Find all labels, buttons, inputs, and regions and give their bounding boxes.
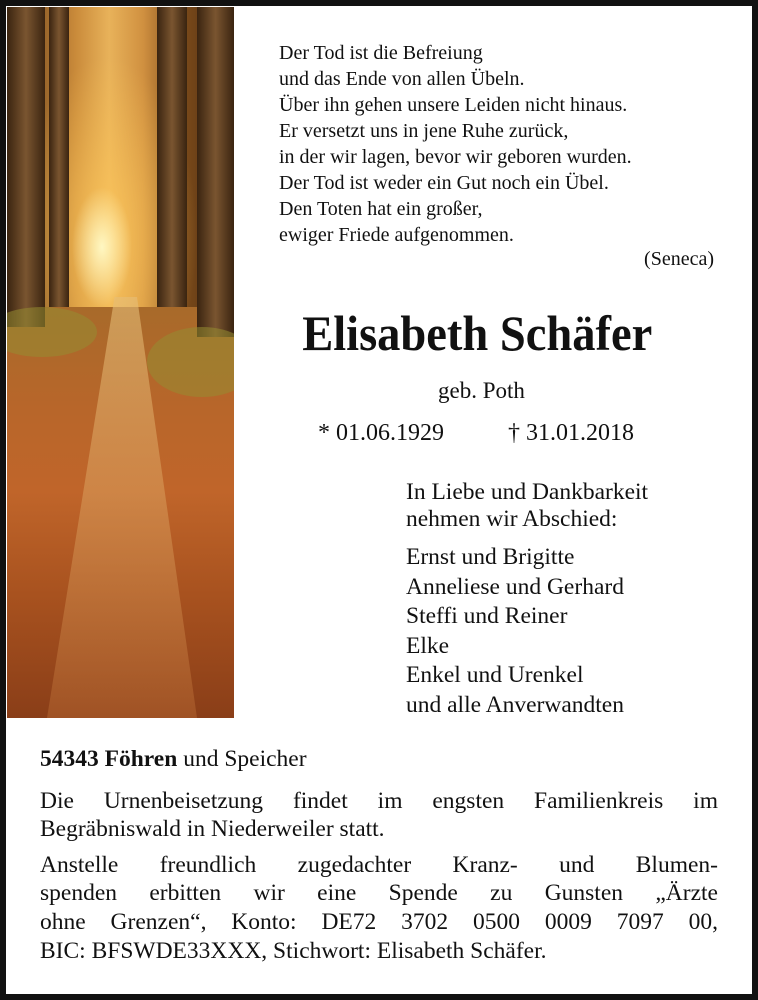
poem-line: Den Toten hat ein großer, [279, 198, 483, 220]
donation-line: ohne Grenzen“, Konto: DE72 3702 0500 0009 7097 00, [40, 909, 718, 935]
burial-line: Die Urnenbeisetzung findet im engsten Familienkreis im [40, 788, 718, 814]
donation-line: spenden erbitten wir eine Spende zu Gunsten „Ärzte [40, 880, 718, 906]
deceased-name: Elisabeth Schäfer [302, 305, 653, 361]
poem-line: Er versetzt uns in jene Ruhe zurück, [279, 120, 569, 142]
death-date: † 31.01.2018 [508, 420, 634, 446]
photo-tree [157, 7, 187, 307]
poem-line: Über ihn gehen unsere Leiden nicht hinaus. [279, 94, 628, 116]
mourner: Enkel und Urenkel [406, 662, 584, 689]
poem-line: Der Tod ist weder ein Gut noch ein Übel. [279, 172, 609, 194]
birth-date: * 01.06.1929 [318, 420, 444, 446]
mourners-list [406, 543, 624, 721]
photo-tree [197, 7, 234, 337]
intro-line: nehmen wir Abschied: [406, 506, 618, 532]
poem-author: (Seneca) [644, 248, 714, 270]
poem-line: Der Tod ist die Befreiung [279, 42, 483, 64]
photo-tree [7, 7, 45, 327]
burial-line: Begräbniswald in Niederweiler statt. [40, 816, 385, 842]
mourners-intro [406, 479, 648, 533]
poem-line: in der wir lagen, bevor wir geboren wurden. [279, 146, 632, 168]
intro-line: In Liebe und Dankbarkeit [406, 479, 649, 505]
mourner: Ernst und Brigitte [406, 544, 575, 570]
location-bold: 54343 Föhren [40, 746, 178, 772]
mourner: und alle Anverwandten [406, 691, 624, 718]
maiden-name: geb. Poth [438, 378, 525, 403]
forest-path-photo [7, 7, 234, 718]
mourner: Elke [406, 632, 450, 659]
donation-line: BIC: BFSWDE33XXX, Stichwort: Elisabeth Schäfer. [40, 938, 547, 964]
mourner: Steffi und Reiner [406, 603, 568, 630]
location-rest: und Speicher [177, 746, 307, 772]
photo-tree [49, 7, 69, 307]
poem-line: und das Ende von allen Übeln. [279, 68, 525, 90]
location [40, 746, 307, 773]
donation-line: Anstelle freundlich zugedachter Kranz- und Blumen- [40, 852, 718, 878]
mourner: Anneliese und Gerhard [406, 573, 624, 600]
poem [279, 40, 632, 248]
poem-line: ewiger Friede aufgenommen. [279, 224, 514, 246]
